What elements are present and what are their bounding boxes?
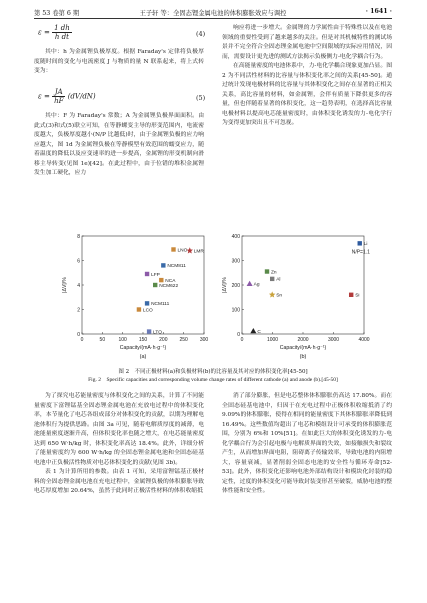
data-point [145,272,149,276]
data-point-label: Li [363,242,368,248]
left-column-top [34,48,204,77]
data-point-label: LTO [153,330,162,336]
data-point [159,278,163,282]
eq4-fraction [52,24,72,41]
y-axis-label: |ΔV|/% [62,277,68,293]
x-tick-label: 1000 [266,337,279,343]
x-tick-label: 200 [159,337,168,343]
figure-caption [34,368,392,384]
eq4-denominator: h dt [54,33,69,41]
data-point [171,247,175,251]
y-tick-label: 0 [237,331,240,338]
data-point [265,269,269,273]
data-point-label: C [257,329,261,335]
data-point-label: LNO [177,248,188,254]
caption-chinese: 图 2 不同正极材料(a)和负极材料(b)的比容量及其对应的体积变化率[45-50] [118,369,308,375]
data-point-label: LFP [151,272,160,278]
left-column-body [34,112,204,179]
y-tick-label: 300 [231,258,240,265]
x-tick-label: 300 [199,337,209,343]
eq4-number: (4) [196,30,206,38]
paragraph: 响应将进一步增大。金属锂的力学属性由于特殊性以及在电池领域的重要性受到了越来越多的关注。但是对其机械特性的测试场景并不完全符合全固态锂金属电池中空间限域的实际应用情况，因而，需要设计更先进的测试方法揭示负极侧力-电化学耦合行为。 [222,25,392,60]
data-point-label: Zn [271,270,277,276]
data-point-label: NCA [165,278,176,284]
data-point [269,291,275,297]
eq5-number: (5) [196,94,206,102]
paragraph: 其中：h 为金属锂负极厚度。根据 Faraday's 定律将负极厚度随时间的变化与电流密度 J 与物质的量 N 联系起来，将上式转变为： [34,49,204,74]
panel-label: (b) [299,354,307,360]
y-tick-label: 2 [77,307,80,314]
paragraph: 表 1 为计算所用的参数。由表 1 可知，采用富锂锰基正极材料的全固态锂金属电池在充电过程中，金属锂负极的体积膨胀导致电芯厚度增加 20.64%，虽然于此同时正极活性材料的体积收缩抵 [34,469,204,494]
page-number: · 1641 · [365,8,392,15]
y-tick-label: 100 [231,307,240,314]
running-title: 王子轩 等：全固态锂金属电池的体积膨胀效应与调控 [139,10,287,17]
eq5-rest: (dV/dN) [67,92,96,101]
figure-2 [60,230,370,365]
plot-frame [242,236,364,334]
x-tick-label: 2000 [297,337,309,343]
x-tick-label: 3000 [327,337,340,343]
x-tick-label: 250 [179,337,188,343]
y-tick-label: 400 [231,233,240,240]
data-point-label: Ag [253,282,260,288]
x-tick-label: 50 [99,337,106,343]
y-tick-label: 6 [77,258,80,265]
y-tick-label: 200 [231,282,240,289]
journal-volume: 第 53 卷第 6 期 [34,10,80,17]
eq5-fraction [52,88,65,105]
eq4-numerator: 1 dh [54,24,70,32]
x-tick-label: 0 [80,337,84,343]
data-point [145,301,149,305]
x-tick-label: 100 [118,337,127,343]
eq5-numerator: JA [52,88,65,97]
x-tick-label: 150 [138,337,148,343]
data-point [153,283,157,287]
data-point [349,293,353,297]
paragraph: 其中：F 为 Faraday's 常数；A 为金属锂负极界面面积。由此式(3)和式(5)联立可知，在等静螺变主导的形变范围内，电流密度越大，负极厚度越小(N/P 比越低)时，由于金属锂负极的应力响应越大，图 1d 为金属锂负极在等静模型有效范围的蠕变应力，随着温度的降低以及应变速率的进一步提高，金属锂的形变机制向滑移主导转变(见图 1e)[42]。在此过程中，由于位错的堆积金属锂发生加工硬化，应力 [34,113,204,176]
data-point [137,307,141,311]
equation-5 [38,88,208,110]
data-point-label: NCM622 [159,283,179,289]
eq5-lhs: ε = [38,92,50,101]
annotation-np-ratio: N/P=1.1 [351,249,370,256]
x-axis-label: Capacity/(mA·h·g⁻¹) [119,345,167,351]
y-tick-label: 0 [77,331,80,338]
right-column-bottom [222,392,392,497]
y-tick-label: 4 [77,282,80,289]
data-point-label: Sn [276,293,283,299]
chart-cathode-capacity-vs-volume [60,230,210,362]
paragraph: 消了部分膨胀，但是电芯整体体积膨胀仍高达 17.80%。而在全固态硅基电池中，归因于在充电过程中正极体积收缩抵消了约 9.09%的体积膨胀，使得在相同的能量密度下其体积膨胀率降低到 16.49%。这些数值均超出了电芯和模组设计可承受的体积膨胀范围，分别为 6%和 10%[51]。在如此巨大的体积变化诱发的力-电化学耦合行为会引起电极与电解质界面的失效，如接触损失和裂纹产生，从而增加界面电阻，阻碍离子传输效率，导致电池的内阻增大，容量衰减，显著削弱全固态电池的安全性与循环寿命[52-53]。此外，体积变化还影响电池外部结构设计和模块化封装的稳定性，过度的体积变化可能导致封装变形甚至破裂，威胁电池的整体性能和安全性。 [222,393,392,494]
data-point-label: LCO [142,308,153,314]
x-tick-label: 4000 [358,337,370,343]
data-point [187,247,193,253]
x-tick-label: 0 [240,337,244,343]
paragraph: 在高能量密度的电池体系中，力-电化学耦合现象更加凸显。图 2 为不同活性材料的比容量与体积变化率之间的关系[45-50]。通过统计发现电极材料的比容量与其体积变化之间存在显著的正相关关系，高比容量的材料，如金属锂，会伴有质量下降供更多的容量，但也伴随着显著的体积变化，这一趋势表明，在选择高比容量电极材料以提高电芯能量密度时，由体积变化诱发的力-电化学行为变得更加突出且不可忽视。 [222,63,392,126]
eq5-denominator: hF [54,97,64,105]
data-point [250,328,256,333]
data-point-label: NCM111 [151,302,170,308]
data-point [270,277,274,281]
chart-anode-capacity-vs-volume [220,230,370,362]
y-tick-label: 8 [77,233,80,240]
data-point [147,329,151,333]
data-point-label: Si [355,293,360,299]
eq4-lhs: ε = [38,28,50,37]
data-point-label: Al [276,277,281,283]
panel-label: (a) [139,354,147,360]
data-point [358,241,362,245]
paragraph: 为了探究电芯能量密度与体积变化之间的关系，计算了不同能量密度下富锂锰基全固态锂金属电池在充放电过程中的体积变化率，本节量化了电芯各组成部分对体积变化的贡献，以期为理解电池体积行为提供思路。由图 3a 可见，随着电解质厚度的减薄，电池能量密度逐渐升高，但体积变化率也随之增大，在电芯能量密度达到 650 W·h/kg 时，体积变化率高达 18.4%。此外，详细分析了能量密度约为 600 W·h/kg 的全固态锂金属电池和全固态硅基电池中正负极活性物质对电芯体积变化的贡献(见图 3b)。 [34,393,204,466]
data-point [247,281,253,286]
data-point-label: NCM811 [167,264,186,270]
right-column-top [222,24,392,129]
left-column-bottom [34,392,204,497]
data-point [161,263,165,267]
caption-english: Fig. 2 Specific capacities and corresponding volume change rates of different cathode (a) and anode (b).[45-50] [88,377,338,383]
data-point-label: LMR [193,249,204,255]
page-header [34,6,392,19]
equation-4 [38,24,208,46]
x-axis-label: Capacity/(mA·h·g⁻¹) [279,345,327,351]
y-axis-label: |ΔV|/% [222,277,228,293]
